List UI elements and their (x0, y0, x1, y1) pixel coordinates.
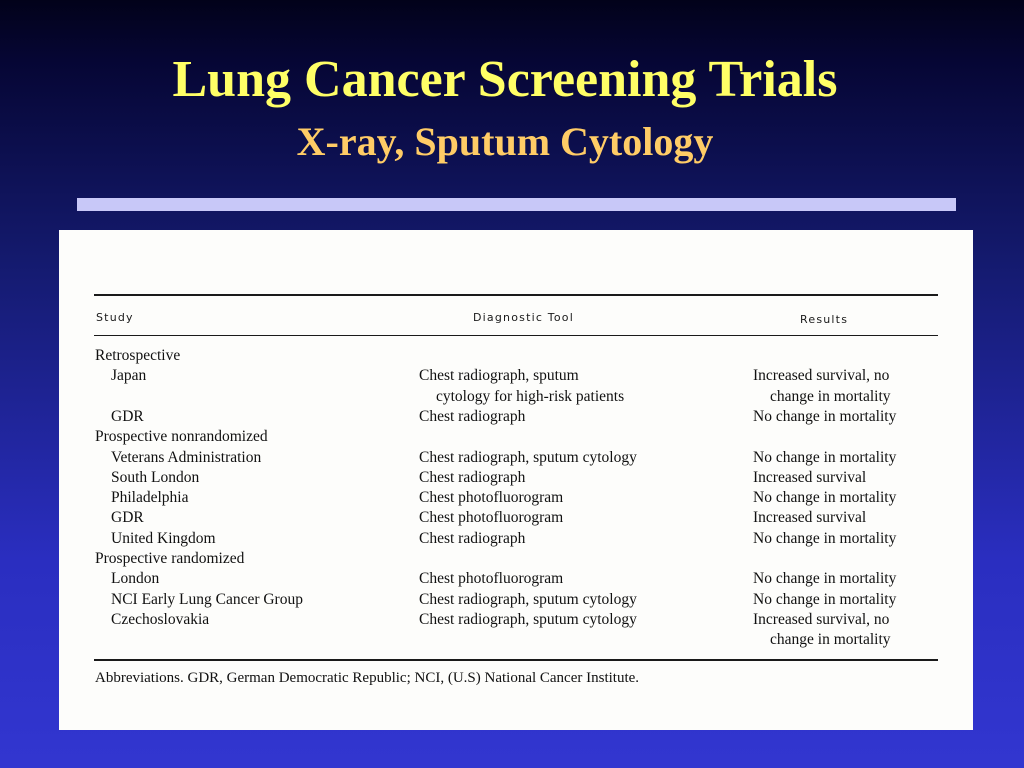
diagnostic-tool: Chest radiograph, sputum (419, 367, 579, 385)
diagnostic-tool: Chest radiograph, sputum cytology (419, 448, 637, 466)
study-name: NCI Early Lung Cancer Group (111, 590, 303, 608)
header-diagnostic-tool: Diagnostic Tool (473, 311, 574, 324)
group-label: Prospective nonrandomized (95, 428, 268, 446)
title-divider (77, 198, 956, 211)
diagnostic-tool: cytology for high-risk patients (436, 387, 625, 405)
header-study: Study (96, 311, 134, 324)
result: Increased survival (753, 468, 867, 486)
table-top-rule (94, 294, 938, 296)
study-name: Philadelphia (111, 489, 189, 507)
diagnostic-tool: Chest radiograph (419, 468, 526, 486)
table-footnote: Abbreviations. GDR, German Democratic Republic; NCI, (U.S) National Cancer Institute. (95, 670, 640, 686)
header-rule (94, 335, 938, 336)
slide-title: Lung Cancer Screening Trials (172, 51, 838, 108)
result: Increased survival (753, 509, 867, 527)
result: No change in mortality (753, 529, 897, 547)
study-name: GDR (111, 509, 144, 527)
diagnostic-tool: Chest radiograph (419, 529, 526, 547)
study-name: Veterans Administration (111, 448, 262, 466)
header-results: Results (800, 313, 849, 326)
diagnostic-tool: Chest photofluorogram (419, 489, 564, 507)
study-name: South London (111, 468, 200, 486)
result: No change in mortality (753, 570, 897, 588)
slide-subtitle: X-ray, Sputum Cytology (296, 119, 714, 164)
result: change in mortality (770, 387, 891, 405)
result: No change in mortality (753, 489, 897, 507)
trials-table-image (59, 230, 973, 730)
study-name: United Kingdom (111, 529, 216, 547)
diagnostic-tool: Chest radiograph (419, 407, 526, 425)
diagnostic-tool: Chest photofluorogram (419, 570, 564, 588)
study-name: Japan (111, 367, 147, 385)
result: change in mortality (770, 631, 891, 649)
table-bottom-rule (94, 659, 938, 661)
group-label: Retrospective (95, 347, 181, 364)
diagnostic-tool: Chest radiograph, sputum cytology (419, 610, 637, 628)
diagnostic-tool: Chest radiograph, sputum cytology (419, 590, 637, 608)
diagnostic-tool: Chest photofluorogram (419, 509, 564, 527)
study-name: Czechoslovakia (111, 610, 210, 628)
group-label: Prospective randomized (95, 550, 245, 567)
result: No change in mortality (753, 448, 897, 466)
result: No change in mortality (753, 407, 897, 425)
study-name: GDR (111, 407, 144, 425)
result: Increased survival, no (753, 610, 890, 628)
result: No change in mortality (753, 590, 897, 608)
study-name: London (111, 570, 160, 588)
result: Increased survival, no (753, 367, 890, 385)
